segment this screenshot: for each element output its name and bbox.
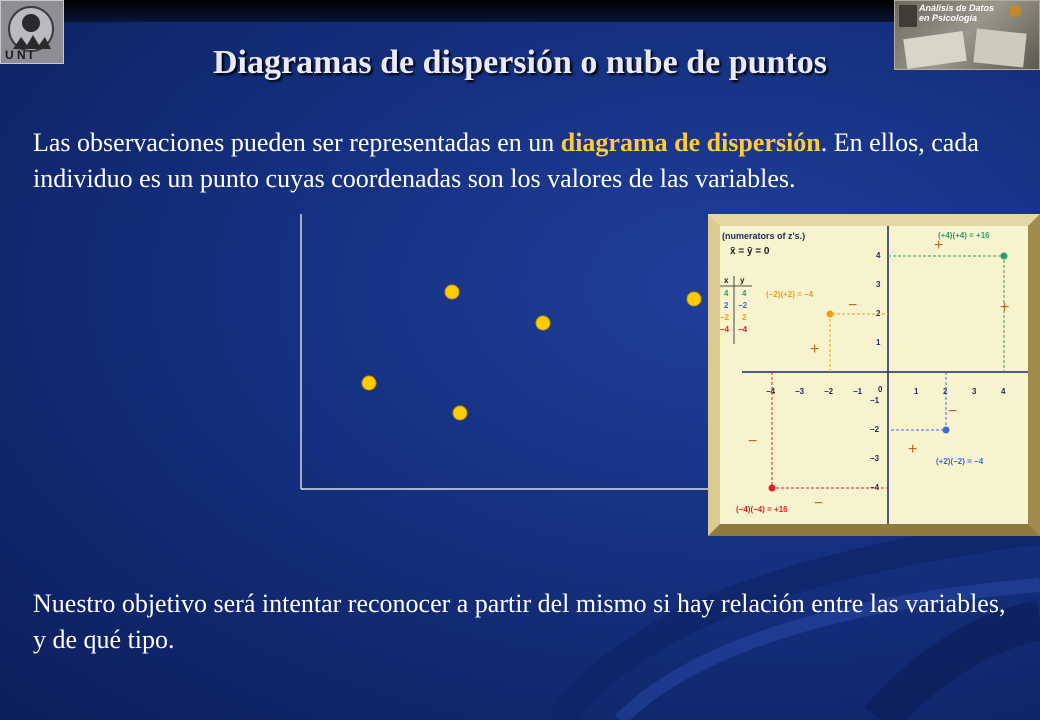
svg-text:U N I: U N I	[5, 48, 33, 62]
intro-text-start: Las observaciones pueden ser representadas en un	[33, 128, 561, 157]
table-cell-x: 4	[724, 289, 729, 298]
objective-paragraph: Nuestro objetivo será intentar reconocer a partir del mismo si hay relación entre las variables, y de qué tipo.	[33, 589, 1006, 654]
y-tick-label: 2	[876, 309, 881, 318]
y-tick-label: 3	[876, 280, 881, 289]
highlight-term: diagrama de dispersión	[560, 128, 821, 157]
scatter-point	[453, 406, 467, 420]
plus-sign: +	[1000, 299, 1010, 316]
table-cell-y: 4	[742, 289, 747, 298]
table-header-y: y	[740, 276, 745, 285]
y-tick-label: −4	[870, 483, 880, 492]
table-cell-y: 2	[742, 313, 747, 322]
x-tick-label: 2	[943, 387, 948, 396]
mean-label: x̄ = ȳ = 0	[730, 246, 770, 257]
x-tick-label: −1	[853, 387, 863, 396]
y-tick-label: −2	[870, 425, 880, 434]
minus-sign: −	[814, 495, 824, 512]
minus-sign: −	[948, 403, 958, 420]
y-tick-label: 4	[876, 251, 881, 260]
table-cell-y: −2	[738, 301, 748, 310]
table-cell-y: −4	[738, 325, 748, 334]
data-point	[1001, 253, 1008, 260]
product-label: (+2)(−2) = −4	[936, 457, 984, 466]
x-tick-label: 0	[878, 385, 883, 394]
scatter-point	[536, 316, 550, 330]
plus-sign: +	[908, 441, 918, 458]
minus-sign: −	[748, 433, 758, 450]
intro-paragraph	[33, 125, 1023, 197]
table-header-x: x	[724, 276, 729, 285]
x-tick-label: 4	[1001, 387, 1006, 396]
table-cell-x: −2	[720, 313, 730, 322]
product-label: (+4)(+4) = +16	[938, 231, 990, 240]
course-logo-text: Análisis de Datos en Psicología	[919, 3, 995, 23]
plus-sign: +	[810, 341, 820, 358]
inset-header: (numerators of z's.)	[722, 231, 806, 241]
data-point	[943, 427, 950, 434]
slide-title: Diagramas de dispersión o nube de puntos	[212, 44, 827, 81]
product-label: (−2)(+2) = −4	[766, 290, 814, 299]
table-cell-x: −4	[720, 325, 730, 334]
product-label: (−4)(−4) = +16	[736, 505, 788, 514]
scatter-point	[445, 285, 459, 299]
top-bar	[0, 0, 1040, 22]
x-tick-label: −4	[766, 387, 776, 396]
x-tick-label: 1	[914, 387, 919, 396]
scatter-point	[362, 376, 376, 390]
scatter-point	[687, 292, 701, 306]
data-point	[827, 311, 834, 318]
minus-sign: −	[848, 297, 858, 314]
intro-text-end: . En ellos, cada individuo es un punto cuyas coordenadas son los valores de las variables.	[33, 128, 979, 193]
z-scores-figure	[708, 214, 1040, 536]
y-tick-label: 1	[876, 338, 881, 347]
x-tick-label: 3	[972, 387, 977, 396]
scatter-diagram	[295, 210, 725, 495]
y-tick-label: −3	[870, 454, 880, 463]
x-tick-label: −2	[824, 387, 834, 396]
plus-sign: +	[934, 237, 944, 254]
table-cell-x: 2	[724, 301, 729, 310]
y-tick-label: −1	[870, 396, 880, 405]
x-tick-label: −3	[795, 387, 805, 396]
data-point	[769, 485, 776, 492]
